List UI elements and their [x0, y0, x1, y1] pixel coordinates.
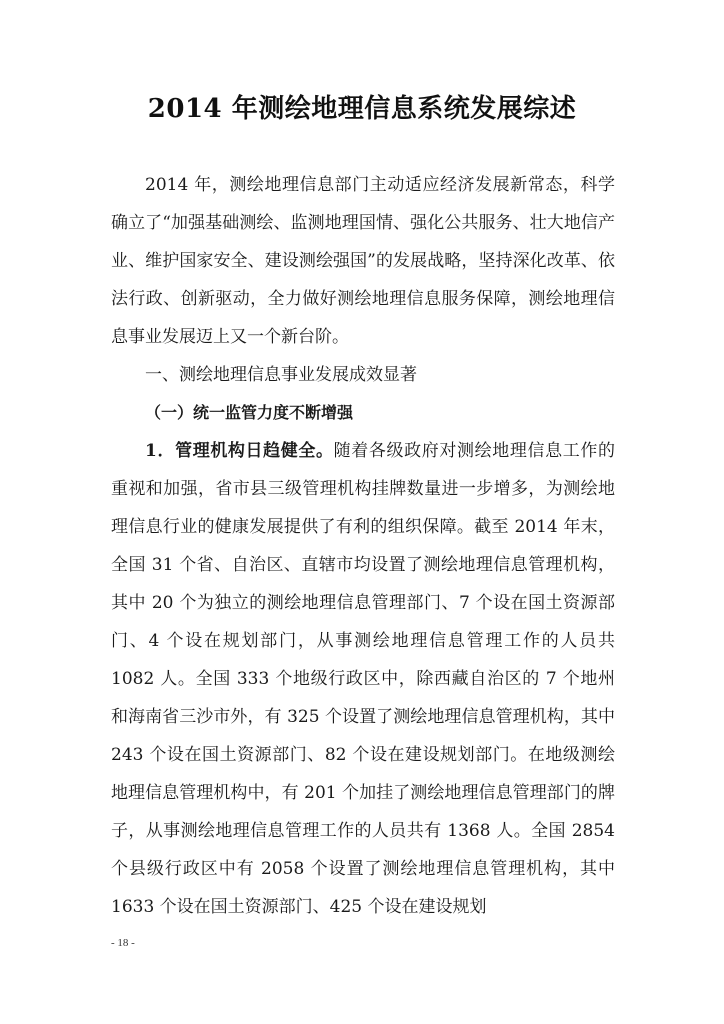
intro-paragraph: 2014 年，测绘地理信息部门主动适应经济发展新常态，科学确立了“加强基础测绘、监测地理国情、强化公共服务、壮大地信产业、维护国家安全、建设测绘强国”的发展战略，坚持深化改革、依法行政、创新驱动，全力做好测绘地理信息服务保障，测绘地理信息事业发展迈上又一个新台阶。: [111, 175, 615, 347]
subsection-heading: （一）统一监管力度不断增强: [145, 403, 354, 422]
item-body: 随着各级政府对测绘地理信息工作的重视和加强，省市县三级管理机构挂牌数量进一步增多，为测绘地理信息行业的健康发展提供了有利的组织保障。截至 2014 年末，全国 31 个省、自治区、直辖市均设置了测绘地理信息管理机构，其中 20 个为独立的测绘地理信息管理部门、7 个设在国土资源部门、4 个设在规划部门，从事测绘地理信息管理工作的人员共 1082 人。全国 333 个地级行政区中，除西藏自治区的 7 个地州和海南省三沙市外，有 325 个设置了测绘地理信息管理机构，其中 243 个设在国土资源部门、82 个设在建设规划部门。在地级测绘地理信息管理机构中，有 201 个加挂了测绘地理信息管理部门的牌子，从事测绘地理信息管理工作的人员共有 1368 人。全国 2854 个县级行政区中有 2058 个设置了测绘地理信息管理机构，其中 1633 个设在国土资源部门、425 个设在建设规划: [111, 441, 615, 917]
item-paragraph: [111, 432, 615, 926]
document-body: [111, 166, 615, 926]
item-lead: 1．管理机构日趋健全。: [145, 441, 334, 461]
section-heading: 一、测绘地理信息事业发展成效显著: [145, 365, 417, 385]
page-number: - 18 -: [111, 937, 135, 949]
document-title: 2014 年测绘地理信息系统发展综述: [147, 94, 577, 124]
